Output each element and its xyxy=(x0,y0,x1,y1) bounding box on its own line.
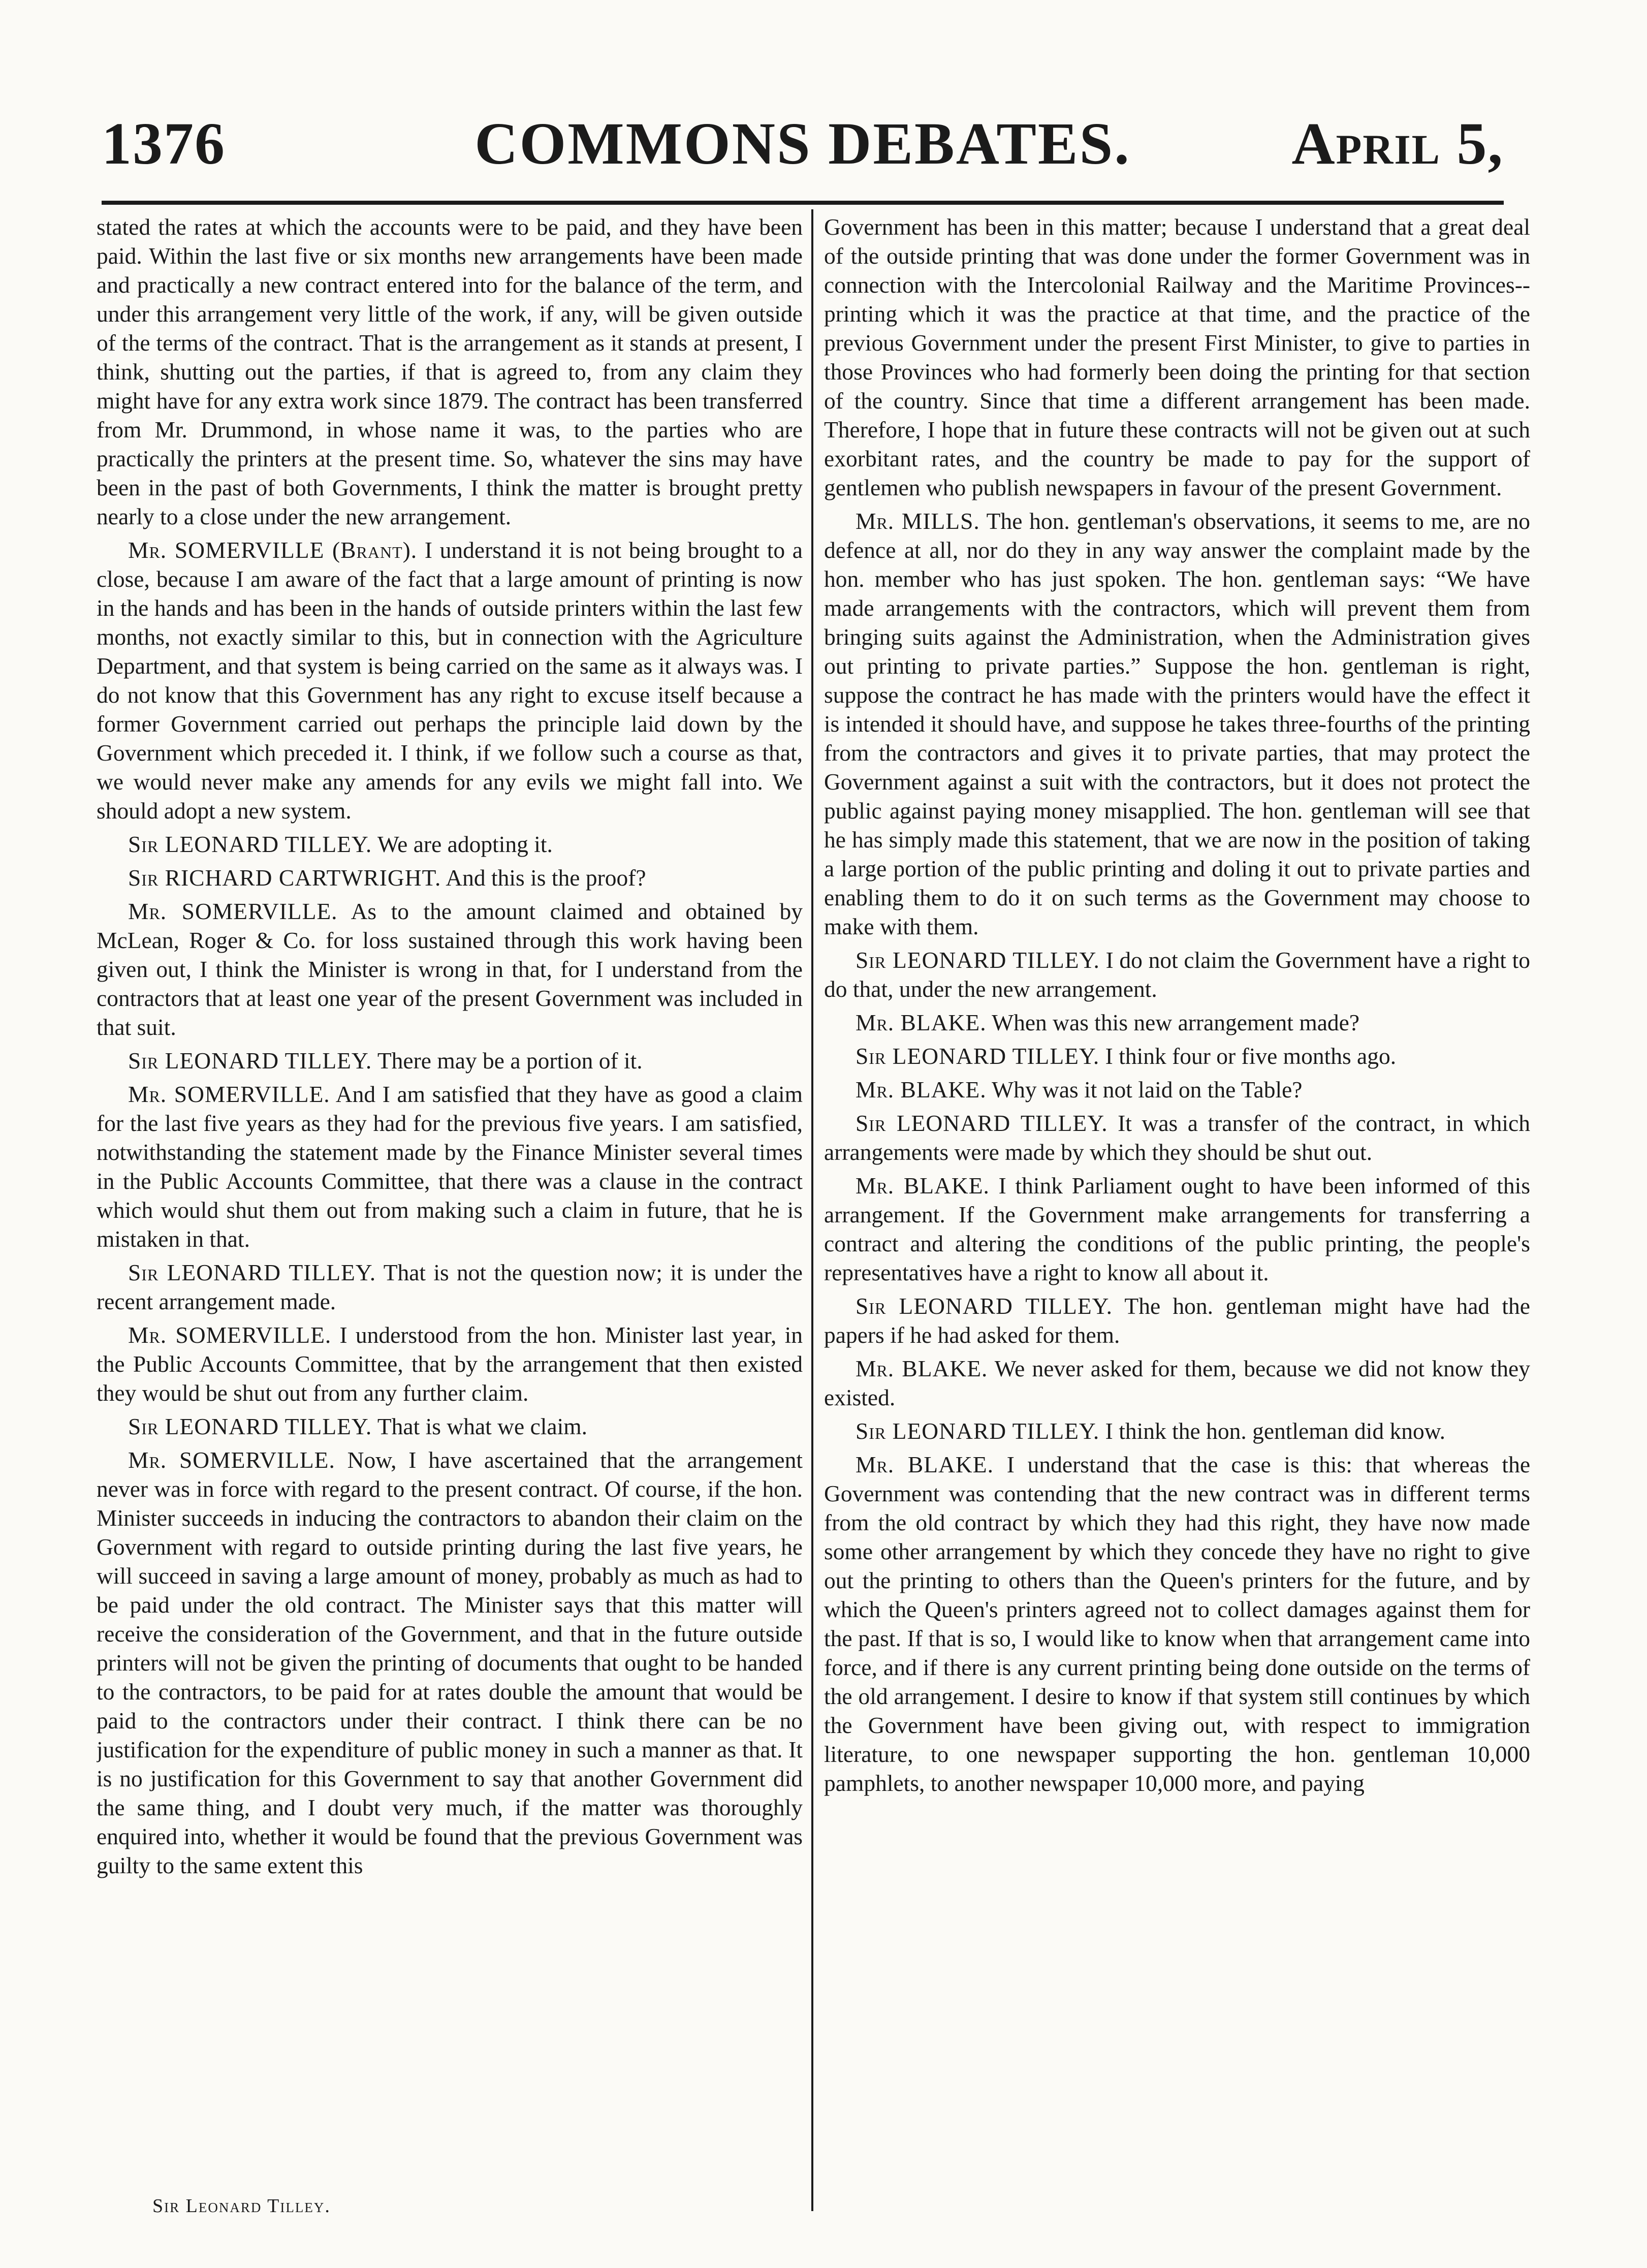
paragraph-text: The hon. gentleman's observations, it seems to me, are no defence at all, nor do they in any way answer the complaint made by the hon. member who has just spoken. The hon. gentleman says: “We have made arrangements with the contractors, which will prevent them from bringing suits against the Administration, when the Administration gives out printing to private parties.” Suppose the hon. gentleman is right, suppose the contract he has made with the printers would have the effect it is intended it should have, and suppose he takes three-fourths of the printing from the contractors and gives it to private parties, that may protect the Government against a suit with the contractors, but it does not protect the public against paying money misapplied. The hon. gentleman will see that he has simply made this statement, that we are now in the position of taking a large portion of the public printing and doling it out to private parties and enabling them to do it on such terms as the Government may choose to make with them. xyxy=(824,508,1530,939)
paragraph xyxy=(824,1354,1530,1412)
speaker-name: Sir LEONARD TILLEY. xyxy=(128,1048,372,1074)
page-title: COMMONS DEBATES. xyxy=(474,110,1131,177)
paragraph-text: I think the hon. gentleman did know. xyxy=(1105,1418,1445,1444)
paragraph xyxy=(824,946,1530,1003)
paragraph xyxy=(97,1412,803,1441)
paragraph-text: That is what we claim. xyxy=(377,1413,588,1439)
right-column xyxy=(824,212,1530,2209)
paragraph xyxy=(824,1292,1530,1349)
speaker-name: Mr. BLAKE. xyxy=(856,1173,990,1199)
header-rule xyxy=(102,201,1504,205)
paragraph xyxy=(97,863,803,892)
speaker-name: Sir LEONARD TILLEY. xyxy=(128,1259,376,1285)
speaker-name: Mr. SOMERVILLE. xyxy=(128,1322,332,1348)
page-header xyxy=(102,109,1504,201)
footer-signature: Sir Leonard Tilley. xyxy=(152,2195,331,2217)
speaker-name: Sir RICHARD CARTWRIGHT. xyxy=(128,865,441,891)
paragraph-text: That is not the question now; it is under the recent arrangement made. xyxy=(97,1259,803,1314)
paragraph xyxy=(824,1171,1530,1287)
paragraph xyxy=(97,1445,803,1880)
paragraph xyxy=(824,1416,1530,1445)
paragraph xyxy=(97,1046,803,1075)
paragraph-text: I think four or five months ago. xyxy=(1105,1043,1397,1069)
paragraph-text: stated the rates at which the accounts were to be paid, and they have been paid. Within the last five or six months new arrangements have been made and practically a new contract entered into for the balance of the term, and under this arrangement very little of the work, if any, will be given outside of the terms of the contract. That is the arrangement as it stands at present, I think, shutting out the parties, if that is agreed to, from any claim they might have for any extra work since 1879. The contract has been transferred from Mr. Drummond, in whose name it was, to the parties who are practically the printers at the present time. So, whatever the sins may have been in the past of both Governments, I think the matter is brought pretty nearly to a close under the new arrangement. xyxy=(97,214,803,529)
paragraph-text: We never asked for them, because we did not know they existed. xyxy=(824,1356,1530,1410)
paragraph-text: I do not claim the Government have a right to do that, under the new arrangement. xyxy=(824,947,1530,1002)
paragraph-text: Why was it not laid on the Table? xyxy=(992,1077,1303,1102)
paragraph-text: Now, I have ascertained that the arrangement never was in force with regard to the present contract. Of course, if the hon. Minister succeeds in inducing the contractors to abandon their claim on the Government with regard to outside printing during the last five years, he will succeed in saving a large amount of money, probably as much as had to be paid under the old contract. The Minister says that this matter will receive the consideration of the Government, and that in the future outside printers will not be given the printing of documents that ought to be handed to the contractors, to be paid for at rates double the amount that would be paid to the contractors under their contract. I think there can be no justification for the expenditure of public money in such a manner as that. It is no justification for this Government to say that another Government did the same thing, and I doubt very much, if the matter was thoroughly enquired into, whether it would be found that the previous Government was guilty to the same extent this xyxy=(97,1447,803,1878)
paragraph xyxy=(97,1080,803,1253)
speaker-name: Mr. SOMERVILLE. xyxy=(128,1447,335,1473)
speaker-name: Mr. BLAKE. xyxy=(856,1077,987,1102)
speaker-name: Mr. BLAKE. xyxy=(856,1356,988,1381)
speaker-name: Sir LEONARD TILLEY. xyxy=(128,831,372,857)
paragraph-text: It was a transfer of the contract, in which arrangements were made by which they should be shut out. xyxy=(824,1110,1530,1165)
paragraph xyxy=(97,1320,803,1407)
paragraph xyxy=(824,212,1530,502)
paragraph-text: The hon. gentleman might have had the papers if he had asked for them. xyxy=(824,1293,1530,1348)
paragraph-text: We are adopting it. xyxy=(377,831,553,857)
paragraph xyxy=(824,1450,1530,1798)
paragraph-text: When was this new arrangement made? xyxy=(992,1010,1360,1035)
speaker-name: Mr. BLAKE. xyxy=(856,1010,987,1035)
paragraph-text: I think Parliament ought to have been informed of this arrangement. If the Government make arrangements for transferring a contract and altering the conditions of the public printing, the people's representatives have a right to know all about it. xyxy=(824,1173,1530,1285)
speaker-name: Mr. SOMERVILLE. xyxy=(128,898,338,924)
paragraph xyxy=(824,1008,1530,1037)
page-number: 1376 xyxy=(102,110,226,177)
paragraph-text: I understood from the hon. Minister last year, in the Public Accounts Committee, that by the arrangement that then existed they would be shut out from any further claim. xyxy=(97,1322,803,1406)
speaker-name: Sir LEONARD TILLEY. xyxy=(856,947,1100,973)
paragraph xyxy=(97,536,803,825)
footer xyxy=(152,2195,331,2217)
speaker-name: Sir LEONARD TILLEY. xyxy=(856,1418,1100,1444)
left-column xyxy=(97,212,803,2209)
speaker-name: Mr. MILLS. xyxy=(856,508,980,534)
paragraph xyxy=(97,1258,803,1316)
paragraph xyxy=(97,212,803,531)
paragraph-text: And I am satisfied that they have as good a claim for the last five years as they had for the previous five years. I am satisfied, notwithstanding the statement made by the Finance Minister several times in the Public Accounts Committee, that there was a clause in the contract which would shut them out from making such a claim in future, that he is mistaken in that. xyxy=(97,1081,803,1252)
speaker-name: Sir LEONARD TILLEY. xyxy=(128,1413,372,1439)
column-divider xyxy=(811,209,813,2211)
speaker-name: Mr. BLAKE. xyxy=(856,1452,994,1477)
speaker-name: Mr. SOMERVILLE. xyxy=(128,1081,330,1107)
paragraph xyxy=(97,897,803,1042)
paragraph-text: Government has been in this matter; because I understand that a great deal of the outside printing that was done under the former Government was in connection with the Intercolonial Railway and the Maritime Provinces--printing which it was the practice at that time, and the practice of the previous Government under the present First Minister, to give to parties in those Provinces who had formerly been doing the printing for that section of the country. Since that time a different arrangement has been made. Therefore, I hope that in future these contracts will not be given out at such exorbitant rates, and the country be made to pay for the support of gentlemen who publish newspapers in favour of the present Government. xyxy=(824,214,1530,500)
paragraph-text: I understand that the case is this: that whereas the Government was contending that the new contract was in different terms from the old contract by which they had this right, they have now made some other arrangement by which they concede they have no right to give out the printing to others than the Queen's printers for the future, and by which the Queen's printers agreed not to collect damages against them for the past. If that is so, I would like to know when that arrangement came into force, and if there is any current printing being done outside on the terms of the old arrangement. I desire to know if that system still continues by which the Government have been giving out, with respect to immigration literature, to one newspaper supporting the hon. gentleman 10,000 pamphlets, to another newspaper 10,000 more, and paying xyxy=(824,1452,1530,1796)
speaker-name: Sir LEONARD TILLEY. xyxy=(856,1043,1100,1069)
paragraph-text: As to the amount claimed and obtained by McLean, Roger & Co. for loss sustained through this work having been given out, I think the Minister is wrong in that, for I understand from the contractors that at least one year of the present Government was included in that suit. xyxy=(97,898,803,1040)
paragraph xyxy=(824,1042,1530,1070)
paragraph xyxy=(97,830,803,859)
page-date: April 5, xyxy=(1291,110,1504,177)
speaker-name: Sir LEONARD TILLEY. xyxy=(856,1110,1108,1136)
paragraph xyxy=(824,507,1530,941)
paragraph-text: And this is the proof? xyxy=(446,865,646,891)
paragraph-text: There may be a portion of it. xyxy=(377,1048,643,1074)
speaker-name: Sir LEONARD TILLEY. xyxy=(856,1293,1113,1319)
paragraph xyxy=(824,1109,1530,1167)
paragraph-text: I understand it is not being brought to a close, because I am aware of the fact that a large amount of printing is now in the hands and has been in the hands of outside printers within the last few months, not exactly similar to this, but in connection with the Agriculture Department, and that system is being carried on the same as it always was. I do not know that this Government has any right to excuse itself because a former Government carried out perhaps the principle laid down by the Government which preceded it. I think, if we follow such a course as that, we would never make any amends for any evils we might fall into. We should adopt a new system. xyxy=(97,537,803,824)
paragraph xyxy=(824,1075,1530,1104)
speaker-name: Mr. SOMERVILLE (Brant). xyxy=(128,537,418,563)
